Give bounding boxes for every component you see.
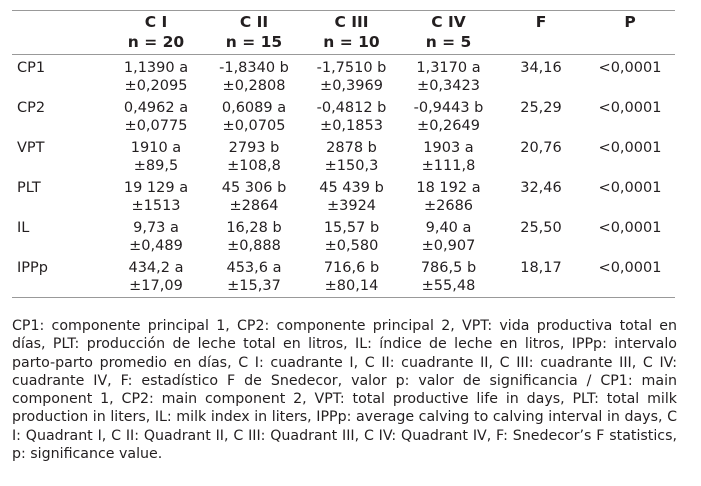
header-p-n [585, 32, 675, 55]
cell-c1-line2: ±1513 [131, 198, 181, 214]
cell-c2 [205, 256, 303, 298]
table-row [12, 55, 675, 97]
cell-c2-line1: 453,6 a [226, 260, 282, 276]
row-label [12, 256, 107, 298]
cell-p [585, 55, 675, 97]
cell-c3 [303, 136, 400, 176]
row-label-line1: VPT [17, 140, 45, 156]
cell-c4-line2: ±0,907 [421, 238, 476, 254]
row-label-line1: IL [17, 220, 30, 236]
cell-c3-line1: -0,4812 b [316, 100, 387, 116]
header-f-n [497, 32, 585, 55]
cell-p [585, 216, 675, 256]
table-body [12, 55, 675, 298]
cell-c2-line1: 0,6089 a [221, 100, 287, 116]
table-header [12, 11, 675, 55]
header-f: F [497, 11, 585, 33]
row-label [12, 55, 107, 97]
cell-c1 [107, 96, 205, 136]
row-label [12, 96, 107, 136]
cell-c4-line1: 1,3170 a [416, 60, 481, 76]
cell-f-line1: 25,50 [520, 220, 562, 236]
cell-c3 [303, 216, 400, 256]
cell-c2 [205, 96, 303, 136]
row-label-line1: PLT [17, 180, 41, 196]
table-row [12, 96, 675, 136]
row-label [12, 176, 107, 216]
cell-p-line1: <0,0001 [598, 60, 662, 76]
cell-c2-line2: ±15,37 [227, 278, 281, 294]
cell-c1 [107, 55, 205, 97]
cell-c2-line2: ±0,0705 [222, 118, 286, 134]
header-c4-n: n = 5 [400, 32, 497, 55]
cell-c1-line2: ±89,5 [133, 158, 179, 174]
cell-c4-line2: ±2686 [423, 198, 474, 214]
header-c1: C I [107, 11, 205, 33]
cell-c1-line2: ±0,2095 [124, 78, 188, 94]
cell-c2-line1: -1,8340 b [219, 60, 289, 76]
cell-f [497, 176, 585, 216]
results-table-container [12, 10, 675, 298]
cell-f-line1: 20,76 [520, 140, 562, 156]
cell-c3-line1: 15,57 b [323, 220, 380, 236]
cell-p [585, 176, 675, 216]
cell-c1-line1: 434,2 a [128, 260, 184, 276]
row-label-line1: CP2 [17, 100, 46, 116]
cell-c4-line2: ±111,8 [421, 158, 476, 174]
cell-c1-line2: ±0,0775 [124, 118, 188, 134]
row-label [12, 216, 107, 256]
cell-c3-line1: 2878 b [326, 140, 377, 156]
cell-c2 [205, 176, 303, 216]
cell-c4-line2: ±0,3423 [417, 78, 480, 94]
cell-c2-line2: ±108,8 [227, 158, 281, 174]
cell-c1-line1: 1910 a [130, 140, 182, 156]
cell-p-line1: <0,0001 [598, 180, 662, 196]
cell-c1-line1: 0,4962 a [123, 100, 189, 116]
cell-c3-line1: -1,7510 b [316, 60, 387, 76]
cell-c2 [205, 136, 303, 176]
cell-c2-line2: ±0,2808 [222, 78, 286, 94]
row-label [12, 136, 107, 176]
cell-c4 [400, 136, 497, 176]
results-table [12, 10, 675, 298]
header-c2: C II [205, 11, 303, 33]
cell-c4-line1: -0,9443 b [413, 100, 484, 116]
cell-c3-line2: ±80,14 [324, 278, 379, 294]
cell-p-line1: <0,0001 [598, 260, 662, 276]
cell-c1-line2: ±17,09 [129, 278, 183, 294]
cell-c3 [303, 256, 400, 298]
cell-c2 [205, 55, 303, 97]
cell-f-line1: 32,46 [520, 180, 562, 196]
cell-c3-line1: 45 439 b [319, 180, 384, 196]
cell-f [497, 96, 585, 136]
cell-c3 [303, 176, 400, 216]
cell-c2-line2: ±0,888 [227, 238, 281, 254]
cell-c2-line2: ±2864 [229, 198, 279, 214]
header-c4: C IV [400, 11, 497, 33]
header-c3: C III [303, 11, 400, 33]
header-empty-n [12, 32, 107, 55]
table-row [12, 136, 675, 176]
cell-c2 [205, 216, 303, 256]
cell-c3-line2: ±0,1853 [320, 118, 383, 134]
cell-c1-line1: 19 129 a [123, 180, 189, 196]
cell-p-line1: <0,0001 [598, 100, 662, 116]
cell-f-line1: 25,29 [520, 100, 562, 116]
cell-p-line1: <0,0001 [598, 220, 662, 236]
header-c2-n: n = 15 [205, 32, 303, 55]
cell-c1 [107, 136, 205, 176]
row-label-line1: CP1 [17, 60, 46, 76]
row-label-line1: IPPp [17, 260, 48, 276]
cell-c1 [107, 216, 205, 256]
table-row [12, 176, 675, 216]
cell-c2-line1: 16,28 b [226, 220, 282, 236]
cell-c4-line1: 9,40 a [425, 220, 472, 236]
cell-c4 [400, 176, 497, 216]
cell-f [497, 136, 585, 176]
cell-f-line1: 18,17 [520, 260, 562, 276]
header-c3-n: n = 10 [303, 32, 400, 55]
cell-c1 [107, 256, 205, 298]
cell-c1-line1: 9,73 a [133, 220, 179, 236]
cell-c4-line1: 18 192 a [416, 180, 481, 196]
header-p: P [585, 11, 675, 33]
cell-f [497, 55, 585, 97]
cell-f [497, 256, 585, 298]
table-row [12, 216, 675, 256]
cell-c3-line2: ±150,3 [324, 158, 379, 174]
cell-f-line1: 34,16 [520, 60, 562, 76]
cell-c1-line2: ±0,489 [129, 238, 183, 254]
cell-c4 [400, 96, 497, 136]
cell-c3-line2: ±0,580 [324, 238, 379, 254]
cell-c4-line2: ±55,48 [421, 278, 476, 294]
cell-c4-line1: 786,5 b [420, 260, 477, 276]
cell-p-line1: <0,0001 [598, 140, 662, 156]
header-c1-n: n = 20 [107, 32, 205, 55]
cell-c3 [303, 55, 400, 97]
cell-p [585, 256, 675, 298]
cell-p [585, 96, 675, 136]
cell-c4 [400, 55, 497, 97]
cell-c3 [303, 96, 400, 136]
cell-c2-line1: 2793 b [228, 140, 280, 156]
cell-f [497, 216, 585, 256]
cell-c1-line1: 1,1390 a [123, 60, 189, 76]
header-empty [12, 11, 107, 33]
table-row [12, 256, 675, 298]
table-footnote: CP1: componente principal 1, CP2: componente principal 2, VPT: vida productiva total en días, PLT: producción de leche total en litros, IL: índice de leche en litros, IPPp: intervalo parto-parto promedio en días, C I: cuadrante I, C II: cuadrante II, C III: cuadrante III, C IV: cuadrante IV, F: estadístico F de Snedecor, valor p: valor de significancia / CP1: main component 1, CP2: main component 2, VPT: total productive life in days, PLT: total milk production in liters, IL: milk index in liters, IPPp: average calving to calving interval in days, C I: Quadrant I, C II: Quadrant II, C III: Quadrant III, C IV: Quadrant IV, F: Snedecor’s F statistics, p: significance value. [12, 318, 677, 463]
cell-c3-line2: ±0,3969 [320, 78, 383, 94]
cell-p [585, 136, 675, 176]
cell-c2-line1: 45 306 b [221, 180, 287, 196]
cell-c1 [107, 176, 205, 216]
cell-c4 [400, 216, 497, 256]
cell-c4-line2: ±0,2649 [417, 118, 480, 134]
cell-c4-line1: 1903 a [423, 140, 474, 156]
cell-c3-line1: 716,6 b [323, 260, 380, 276]
cell-c4 [400, 256, 497, 298]
cell-c3-line2: ±3924 [326, 198, 377, 214]
